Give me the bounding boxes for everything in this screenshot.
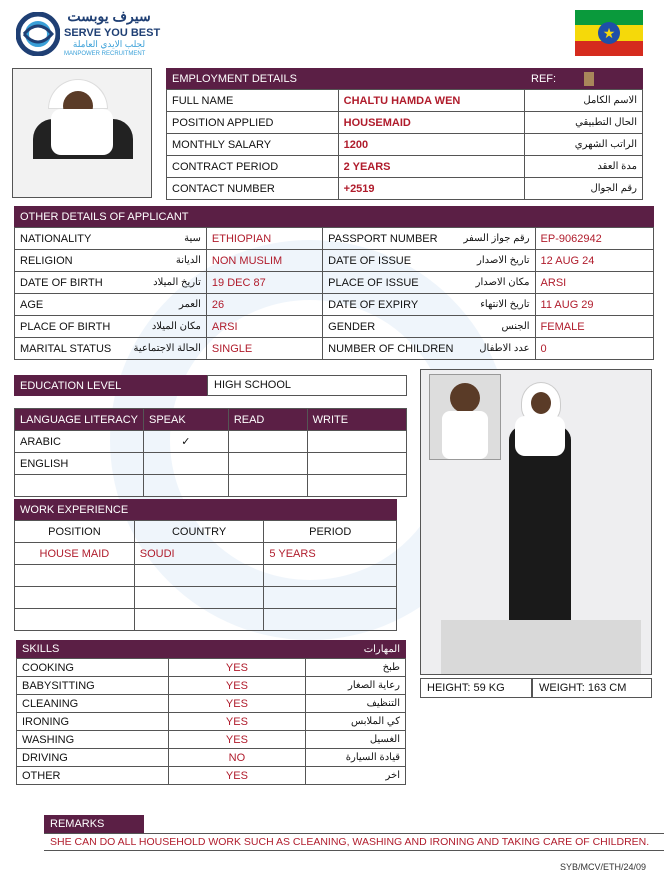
skill-value: NO <box>168 749 305 767</box>
other-left-value: ARSI <box>206 316 322 338</box>
employment-row <box>167 90 643 112</box>
skill-value: YES <box>168 713 305 731</box>
footer-code: SYB/MCV/ETH/24/09 <box>560 862 647 872</box>
skill-arabic: التنظيف <box>306 695 406 713</box>
skill-value: YES <box>168 695 305 713</box>
other-right-arabic: عدد الاطفال <box>458 338 535 360</box>
other-right-label: DATE OF EXPIRY <box>323 294 459 316</box>
skills-title-arabic: المهارات <box>363 643 400 655</box>
work-position <box>15 609 135 631</box>
other-right-arabic: تاريخ الانتهاء <box>458 294 535 316</box>
work-period <box>264 609 397 631</box>
applicant-portrait-photo <box>12 68 152 198</box>
employment-label: POSITION APPLIED <box>167 112 339 134</box>
other-right-value: 11 AUG 29 <box>535 294 653 316</box>
logo-emblem-icon <box>16 12 60 56</box>
other-left-value: 26 <box>206 294 322 316</box>
remarks-box <box>44 833 664 851</box>
work-country <box>134 609 264 631</box>
logo-tagline: MANPOWER RECRUITMENT <box>64 51 146 57</box>
work-column-header: COUNTRY <box>134 521 264 543</box>
skill-arabic: اخر <box>306 767 406 785</box>
work-country <box>134 587 264 609</box>
education-level-header <box>14 375 207 396</box>
language-read <box>228 475 307 497</box>
skill-row <box>17 749 406 767</box>
other-details-row <box>15 272 654 294</box>
other-right-arabic: الجنس <box>458 316 535 338</box>
skill-arabic: قيادة السيارة <box>306 749 406 767</box>
logo-arabic-tagline: لجلب الايدي العاملة <box>72 39 146 49</box>
skill-row <box>17 659 406 677</box>
other-details-table <box>14 227 654 360</box>
ref-label: REF: <box>531 72 557 85</box>
other-right-label: GENDER <box>323 316 459 338</box>
ref-header <box>525 68 643 89</box>
height-cell <box>420 678 532 698</box>
logo-arabic-name: سيرف يوبست <box>67 8 151 24</box>
flag-emblem-icon: ★ <box>598 22 620 44</box>
language-read <box>228 453 307 475</box>
language-speak: ✓ <box>143 431 228 453</box>
skill-arabic: كي الملابس <box>306 713 406 731</box>
work-row <box>15 565 397 587</box>
other-left-value: ETHIOPIAN <box>206 228 322 250</box>
employment-details-header <box>166 68 525 89</box>
other-right-arabic: رقم جواز السفر <box>458 228 535 250</box>
language-row <box>15 453 407 475</box>
skill-name: CLEANING <box>17 695 169 713</box>
work-column-header: PERIOD <box>264 521 397 543</box>
language-write <box>307 453 406 475</box>
language-column-header: READ <box>228 409 307 431</box>
other-right-label: PLACE OF ISSUE <box>323 272 459 294</box>
language-column-header: WRITE <box>307 409 406 431</box>
other-left-value: NON MUSLIM <box>206 250 322 272</box>
other-left-label: MARITAL STATUS <box>15 338 127 360</box>
employment-label: CONTACT NUMBER <box>167 178 339 200</box>
language-speak <box>143 475 228 497</box>
language-literacy-table <box>14 408 407 497</box>
other-details-row <box>15 294 654 316</box>
employment-row <box>167 178 643 200</box>
other-details-header <box>14 206 654 227</box>
language-header-row <box>15 409 407 431</box>
other-right-value: ARSI <box>535 272 653 294</box>
skill-value: YES <box>168 659 305 677</box>
employment-value: 1200 <box>338 134 525 156</box>
skill-name: IRONING <box>17 713 169 731</box>
education-level-value-box <box>207 375 407 396</box>
other-right-value: EP-9062942 <box>535 228 653 250</box>
ethiopia-flag <box>575 10 643 56</box>
skill-row <box>17 695 406 713</box>
language-name: ENGLISH <box>15 453 144 475</box>
skill-value: YES <box>168 767 305 785</box>
other-right-label: NUMBER OF CHILDREN <box>323 338 459 360</box>
work-position <box>15 565 135 587</box>
language-read <box>228 431 307 453</box>
employment-arabic-label: مدة العقد <box>525 156 643 178</box>
skill-name: COOKING <box>17 659 169 677</box>
other-left-arabic: تاريخ الميلاد <box>127 272 207 294</box>
work-experience-table <box>14 520 397 631</box>
employment-arabic-label: الراتب الشهري <box>525 134 643 156</box>
work-row <box>15 609 397 631</box>
remarks-text: SHE CAN DO ALL HOUSEHOLD WORK SUCH AS CLEANING, WASHING AND IRONING AND TAKING CARE OF CHILDREN. <box>50 836 650 848</box>
language-speak <box>143 453 228 475</box>
employment-row <box>167 156 643 178</box>
work-country <box>134 565 264 587</box>
logo-english-name: SERVE YOU BEST <box>64 27 161 39</box>
height-value: HEIGHT: 59 KG <box>427 682 505 694</box>
employment-details-table <box>166 89 643 200</box>
other-left-value: SINGLE <box>206 338 322 360</box>
employment-arabic-label: رقم الجوال <box>525 178 643 200</box>
skill-row <box>17 677 406 695</box>
remarks-title: REMARKS <box>50 818 105 830</box>
other-details-title: OTHER DETAILS OF APPLICANT <box>20 210 189 223</box>
work-row <box>15 587 397 609</box>
work-experience-title: WORK EXPERIENCE <box>20 503 129 516</box>
ref-mark <box>584 72 594 86</box>
other-right-value: FEMALE <box>535 316 653 338</box>
work-period <box>264 587 397 609</box>
other-left-label: NATIONALITY <box>15 228 127 250</box>
language-row <box>15 431 407 453</box>
other-left-arabic: العمر <box>127 294 207 316</box>
language-row <box>15 475 407 497</box>
other-details-row <box>15 250 654 272</box>
inset-portrait-photo <box>429 374 501 460</box>
language-write <box>307 475 406 497</box>
work-header-row <box>15 521 397 543</box>
skill-name: BABYSITTING <box>17 677 169 695</box>
other-right-arabic: مكان الاصدار <box>458 272 535 294</box>
employment-value: +2519 <box>338 178 525 200</box>
language-write <box>307 431 406 453</box>
employment-label: FULL NAME <box>167 90 339 112</box>
education-level-label: EDUCATION LEVEL <box>20 379 122 392</box>
employment-value: CHALTU HAMDA WEN <box>338 90 525 112</box>
other-right-label: PASSPORT NUMBER <box>323 228 459 250</box>
education-level-value: HIGH SCHOOL <box>214 379 292 391</box>
other-details-row <box>15 228 654 250</box>
language-name <box>15 475 144 497</box>
skill-arabic: الغسيل <box>306 731 406 749</box>
work-position <box>15 587 135 609</box>
other-right-label: DATE OF ISSUE <box>323 250 459 272</box>
work-period: 5 YEARS <box>264 543 397 565</box>
language-column-header: SPEAK <box>143 409 228 431</box>
skill-name: WASHING <box>17 731 169 749</box>
other-left-arabic: الديانة <box>127 250 207 272</box>
employment-details-title: EMPLOYMENT DETAILS <box>172 72 297 85</box>
skills-table <box>16 658 406 785</box>
skills-title: SKILLS <box>22 643 60 655</box>
employment-label: CONTRACT PERIOD <box>167 156 339 178</box>
other-left-label: DATE OF BIRTH <box>15 272 127 294</box>
work-experience-header <box>14 499 397 520</box>
other-right-value: 12 AUG 24 <box>535 250 653 272</box>
work-country: SOUDI <box>134 543 264 565</box>
skill-name: OTHER <box>17 767 169 785</box>
language-column-header: LANGUAGE LITERACY <box>15 409 144 431</box>
other-right-value: 0 <box>535 338 653 360</box>
employment-arabic-label: الحال التطبيقي <box>525 112 643 134</box>
skill-arabic: طبخ <box>306 659 406 677</box>
skill-arabic: رعاية الصغار <box>306 677 406 695</box>
other-right-arabic: تاريخ الاصدار <box>458 250 535 272</box>
employment-arabic-label: الاسم الكامل <box>525 90 643 112</box>
skills-header <box>16 640 406 658</box>
other-left-label: AGE <box>15 294 127 316</box>
remarks-header <box>44 815 144 833</box>
company-logo <box>14 8 214 64</box>
other-details-row <box>15 338 654 360</box>
skill-value: YES <box>168 731 305 749</box>
work-period <box>264 565 397 587</box>
skill-row <box>17 767 406 785</box>
other-left-arabic: الحالة الاجتماعية <box>127 338 207 360</box>
skill-value: YES <box>168 677 305 695</box>
employment-row <box>167 112 643 134</box>
skill-name: DRIVING <box>17 749 169 767</box>
work-row <box>15 543 397 565</box>
work-position: HOUSE MAID <box>15 543 135 565</box>
employment-label: MONTHLY SALARY <box>167 134 339 156</box>
skill-row <box>17 713 406 731</box>
other-left-arabic: مكان الميلاد <box>127 316 207 338</box>
skill-row <box>17 731 406 749</box>
employment-value: HOUSEMAID <box>338 112 525 134</box>
employment-row <box>167 134 643 156</box>
weight-cell <box>532 678 652 698</box>
other-left-label: PLACE OF BIRTH <box>15 316 127 338</box>
employment-value: 2 YEARS <box>338 156 525 178</box>
language-name: ARABIC <box>15 431 144 453</box>
other-details-row <box>15 316 654 338</box>
applicant-fullbody-photo <box>420 369 652 675</box>
other-left-value: 19 DEC 87 <box>206 272 322 294</box>
weight-value: WEIGHT: 163 CM <box>539 682 627 694</box>
other-left-arabic: سية <box>127 228 207 250</box>
other-left-label: RELIGION <box>15 250 127 272</box>
work-column-header: POSITION <box>15 521 135 543</box>
